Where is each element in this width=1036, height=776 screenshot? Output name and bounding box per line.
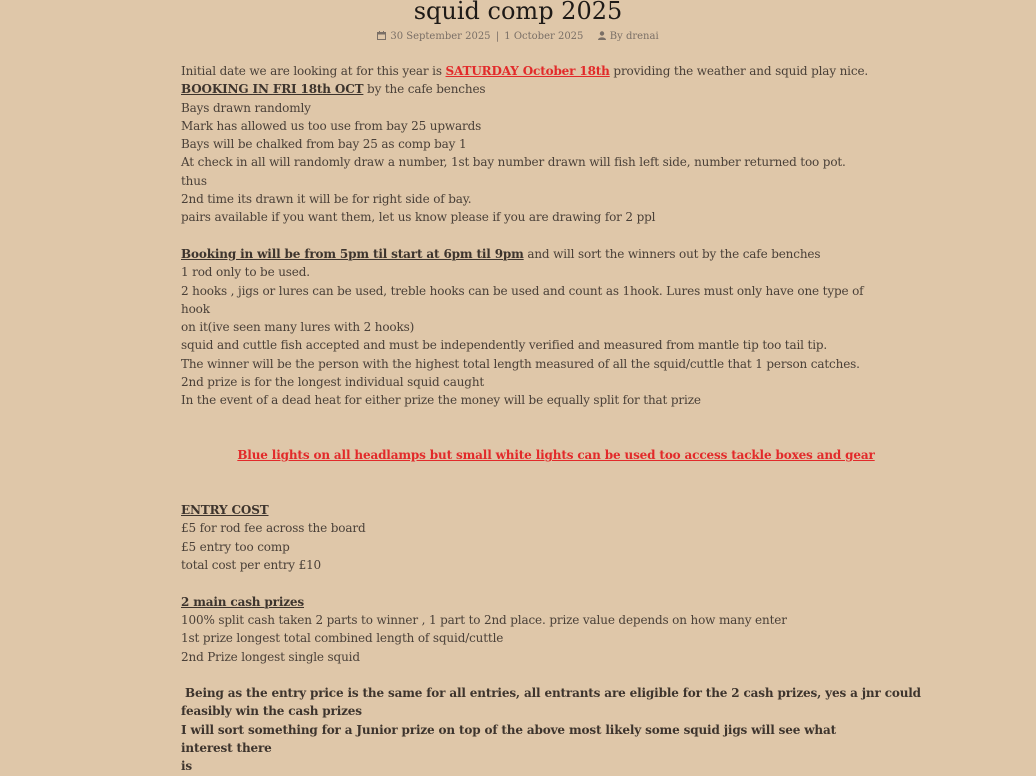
booking-location: by the cafe benches <box>363 82 486 97</box>
booking-times-note: and will sort the winners out by the cafe benches <box>523 246 821 261</box>
entry-cost-heading <box>181 501 871 519</box>
rule-rod: 1 rod only to be used. <box>181 265 310 280</box>
post-content <box>181 62 921 776</box>
bays-random-line: Bays drawn randomly <box>181 100 311 115</box>
lights-notice-text: Blue lights on all headlamps but small white lights can be used too access tackle boxes and gear <box>237 448 875 463</box>
rule-winner: The winner will be the person with the highest total length measured of all the squid/cuttle that 1 person catches. <box>181 356 860 371</box>
prize-second: 2nd Prize longest single squid <box>181 649 360 664</box>
eligibility-line: Being as the entry price is the same for all entries, all entrants are eligible for the 2 cash prizes, yes a jnr could <box>181 686 921 701</box>
rule-species: squid and cuttle fish accepted and must be independently verified and measured from mantle tip too tail tip. <box>181 338 828 353</box>
rule-dead-heat: In the event of a dead heat for either prize the money will be equally split for that prize <box>181 393 701 408</box>
calendar-icon <box>377 31 386 45</box>
prize-split: 100% split cash taken 2 parts to winner , 1 part to 2nd place. prize value depends on how many enter <box>181 612 787 627</box>
entry-comp-fee: £5 entry too comp <box>181 539 290 554</box>
entry-rod-fee: £5 for rod fee across the board <box>181 521 366 536</box>
second-draw-line: 2nd time its drawn it will be for right side of bay. <box>181 192 472 207</box>
bays-allowed-line: Mark has allowed us too use from bay 25 upwards <box>181 118 482 133</box>
post-title: squid comp 2025 <box>413 0 623 25</box>
intro-text: Initial date we are looking at for this year is <box>181 64 446 78</box>
checkin-draw-line: At check in all will randomly draw a number, 1st bay number drawn will fish left side, number returned too pot. thus <box>181 155 846 188</box>
booking-times-line <box>181 245 871 263</box>
user-icon <box>598 31 606 45</box>
rule-second-prize: 2nd prize is for the longest individual squid caught <box>181 375 485 390</box>
rule-hooks-cont: on it(ive seen many lures with 2 hooks) <box>181 320 415 335</box>
date-separator: | <box>492 31 503 42</box>
event-date-highlight: SATURDAY October 18th <box>445 64 610 78</box>
eligibility-line-cont: feasibly win the cash prizes <box>181 704 362 719</box>
junior-prize-line: I will sort something for a Junior prize on top of the above most likely some squid jigs will see what interest there <box>181 722 837 755</box>
post-meta <box>0 30 1036 45</box>
entry-cost-heading-text: ENTRY COST <box>181 503 269 518</box>
booking-date: BOOKING IN FRI 18th OCT <box>181 82 364 97</box>
intro-text-end: providing the weather and squid play nice. <box>613 64 869 78</box>
booking-times: Booking in will be from 5pm til start at 6pm til 9pm <box>181 246 524 261</box>
author-link[interactable]: By drenai <box>609 31 659 42</box>
prizes-heading <box>181 593 871 611</box>
published-date-link[interactable]: 30 September 2025 <box>390 31 491 42</box>
prizes-heading-text: 2 main cash prizes <box>181 594 304 609</box>
junior-prize-line-cont: is <box>181 759 193 774</box>
entry-total: total cost per entry £10 <box>181 558 322 573</box>
bays-chalked-line: Bays will be chalked from bay 25 as comp bay 1 <box>181 137 467 152</box>
lights-notice <box>181 446 931 464</box>
intro-line <box>181 62 871 80</box>
rule-hooks: 2 hooks , jigs or lures can be used, treble hooks can be used and count as 1hook. Lures must only have one type of hook <box>181 283 864 316</box>
pairs-line: pairs available if you want them, let us know please if you are drawing for 2 ppl <box>181 210 656 225</box>
updated-date-link[interactable]: 1 October 2025 <box>504 31 584 42</box>
booking-line <box>181 80 871 98</box>
prize-first: 1st prize longest total combined length of squid/cuttle <box>181 631 504 646</box>
